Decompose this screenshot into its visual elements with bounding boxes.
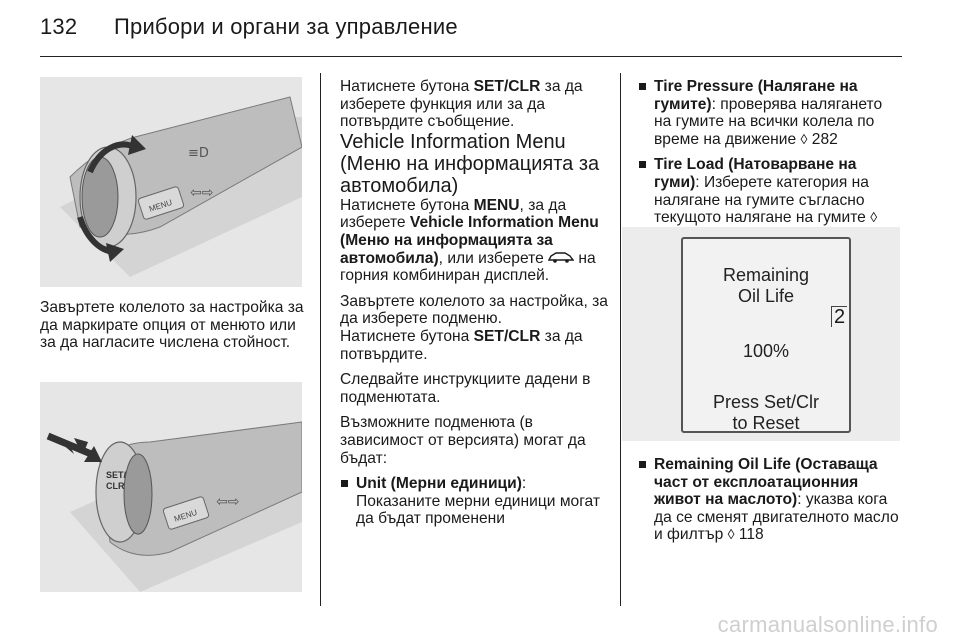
list-item-text: : Изберете категория на налягане на гумите съгласно текущото налягане на гумите bbox=[654, 173, 869, 227]
svg-text:⇦⇨: ⇦⇨ bbox=[190, 185, 214, 201]
display-value: 100% bbox=[742, 341, 790, 361]
stalk-clr-label: CLR bbox=[106, 481, 125, 491]
text-run: , за да изберете bbox=[340, 196, 567, 232]
text-run: Натиснете бутона bbox=[340, 78, 474, 95]
paragraph-select-function bbox=[340, 78, 610, 131]
car-icon bbox=[548, 250, 574, 268]
list-item-text: : указва кога да се сменят двигателното масло и филтър bbox=[654, 491, 899, 544]
middle-column bbox=[340, 78, 610, 528]
button-name-setclr: SET/CLR bbox=[473, 78, 541, 95]
bullet-square-icon bbox=[341, 480, 348, 487]
paragraph-rotate-submenu: Завъртете колелото за настройка, за да изберете подменю. bbox=[340, 292, 608, 328]
column-divider-2 bbox=[620, 73, 621, 606]
list-item-title: Tire Load (Натоварване на гуми) bbox=[654, 156, 857, 191]
list-item-title: Remaining Oil Life (Оставаща част от експлоатационния живот на маслото) bbox=[654, 456, 878, 509]
display-line-2: Oil Life bbox=[737, 286, 795, 306]
display-line-4: to Reset bbox=[732, 413, 800, 433]
paragraph-follow-instructions: Следвайте инструкциите дадени в подменютата. bbox=[340, 371, 591, 406]
page-ref-link[interactable]: 282 bbox=[811, 130, 838, 148]
text-run: , или изберете bbox=[438, 249, 549, 267]
page-ref-icon: ◊ bbox=[800, 130, 808, 147]
header-rule bbox=[40, 56, 902, 57]
page-number: 132 bbox=[40, 14, 78, 39]
watermark: carmanualsonline.info bbox=[717, 612, 938, 637]
page-ref-icon: ◊ bbox=[727, 526, 735, 543]
text-run: Натиснете бутона bbox=[340, 328, 474, 346]
button-name-setclr: SET/CLR bbox=[473, 328, 541, 346]
list-item bbox=[638, 78, 900, 148]
left-caption-block bbox=[40, 299, 306, 352]
display-line-3: Press Set/Clr bbox=[712, 392, 820, 412]
list-item-title: Unit (Мерни единици) bbox=[356, 475, 522, 493]
stalk-rotate-illustration bbox=[40, 77, 302, 287]
stalk-set-label: SET/ bbox=[106, 470, 127, 480]
right-column-bottom bbox=[638, 456, 900, 544]
page-ref-icon: ◊ bbox=[870, 209, 878, 226]
display-indicator: 2 bbox=[831, 306, 847, 327]
text-run: за да изберете функция или за да потвърдите съобщение. bbox=[340, 78, 583, 131]
text-run: на горния комбиниран дисплей. bbox=[340, 249, 596, 285]
stalk-menu-label: MENU bbox=[148, 197, 174, 214]
figure-control-stalk-press bbox=[40, 382, 302, 592]
list-item-title: Tire Pressure (Налягане на гумите) bbox=[654, 78, 858, 113]
svg-text:⇦⇨: ⇦⇨ bbox=[216, 494, 240, 510]
svg-text:≡D: ≡D bbox=[188, 146, 209, 161]
right-column bbox=[638, 78, 900, 244]
list-item bbox=[340, 475, 610, 528]
page-header bbox=[40, 14, 458, 40]
list-item bbox=[638, 456, 900, 544]
info-display bbox=[681, 237, 851, 433]
page-ref-link[interactable]: 118 bbox=[738, 526, 764, 544]
button-name-menu: MENU bbox=[473, 196, 520, 214]
paragraph-open-menu bbox=[340, 197, 610, 285]
paragraph-possible-submenus: Възможните подменюта (в зависимост от версията) могат да бъдат: bbox=[340, 414, 586, 467]
text-run: Натиснете бутона bbox=[340, 196, 474, 214]
column-divider-1 bbox=[320, 73, 321, 606]
bullet-square-icon bbox=[639, 83, 646, 90]
display-line-1: Remaining bbox=[722, 265, 810, 285]
page-title: Прибори и органи за управление bbox=[114, 14, 458, 39]
bullet-square-icon bbox=[639, 461, 646, 468]
bullet-square-icon bbox=[639, 161, 646, 168]
list-item-text: : Показаните мерни единици могат да бъдат променени bbox=[356, 475, 601, 528]
stalk-menu-label-2: MENU bbox=[173, 507, 199, 524]
left-caption: Завъртете колелото за настройка за да маркирате опция от менюто или за да нагласите числена стойност. bbox=[40, 299, 304, 352]
figure-control-stalk-rotate bbox=[40, 77, 302, 287]
section-heading: Vehicle Information Menu (Меню на информацията за автомобила) bbox=[340, 130, 600, 197]
paragraph-confirm bbox=[340, 328, 610, 363]
menu-name: Vehicle Information Menu (Меню на информацията за автомобила) bbox=[340, 214, 599, 267]
list-item-text: : проверява налягането на гумите на всички колела по време на движение bbox=[654, 95, 883, 148]
text-run: за да потвърдите. bbox=[340, 328, 583, 363]
stalk-press-illustration bbox=[40, 382, 302, 592]
